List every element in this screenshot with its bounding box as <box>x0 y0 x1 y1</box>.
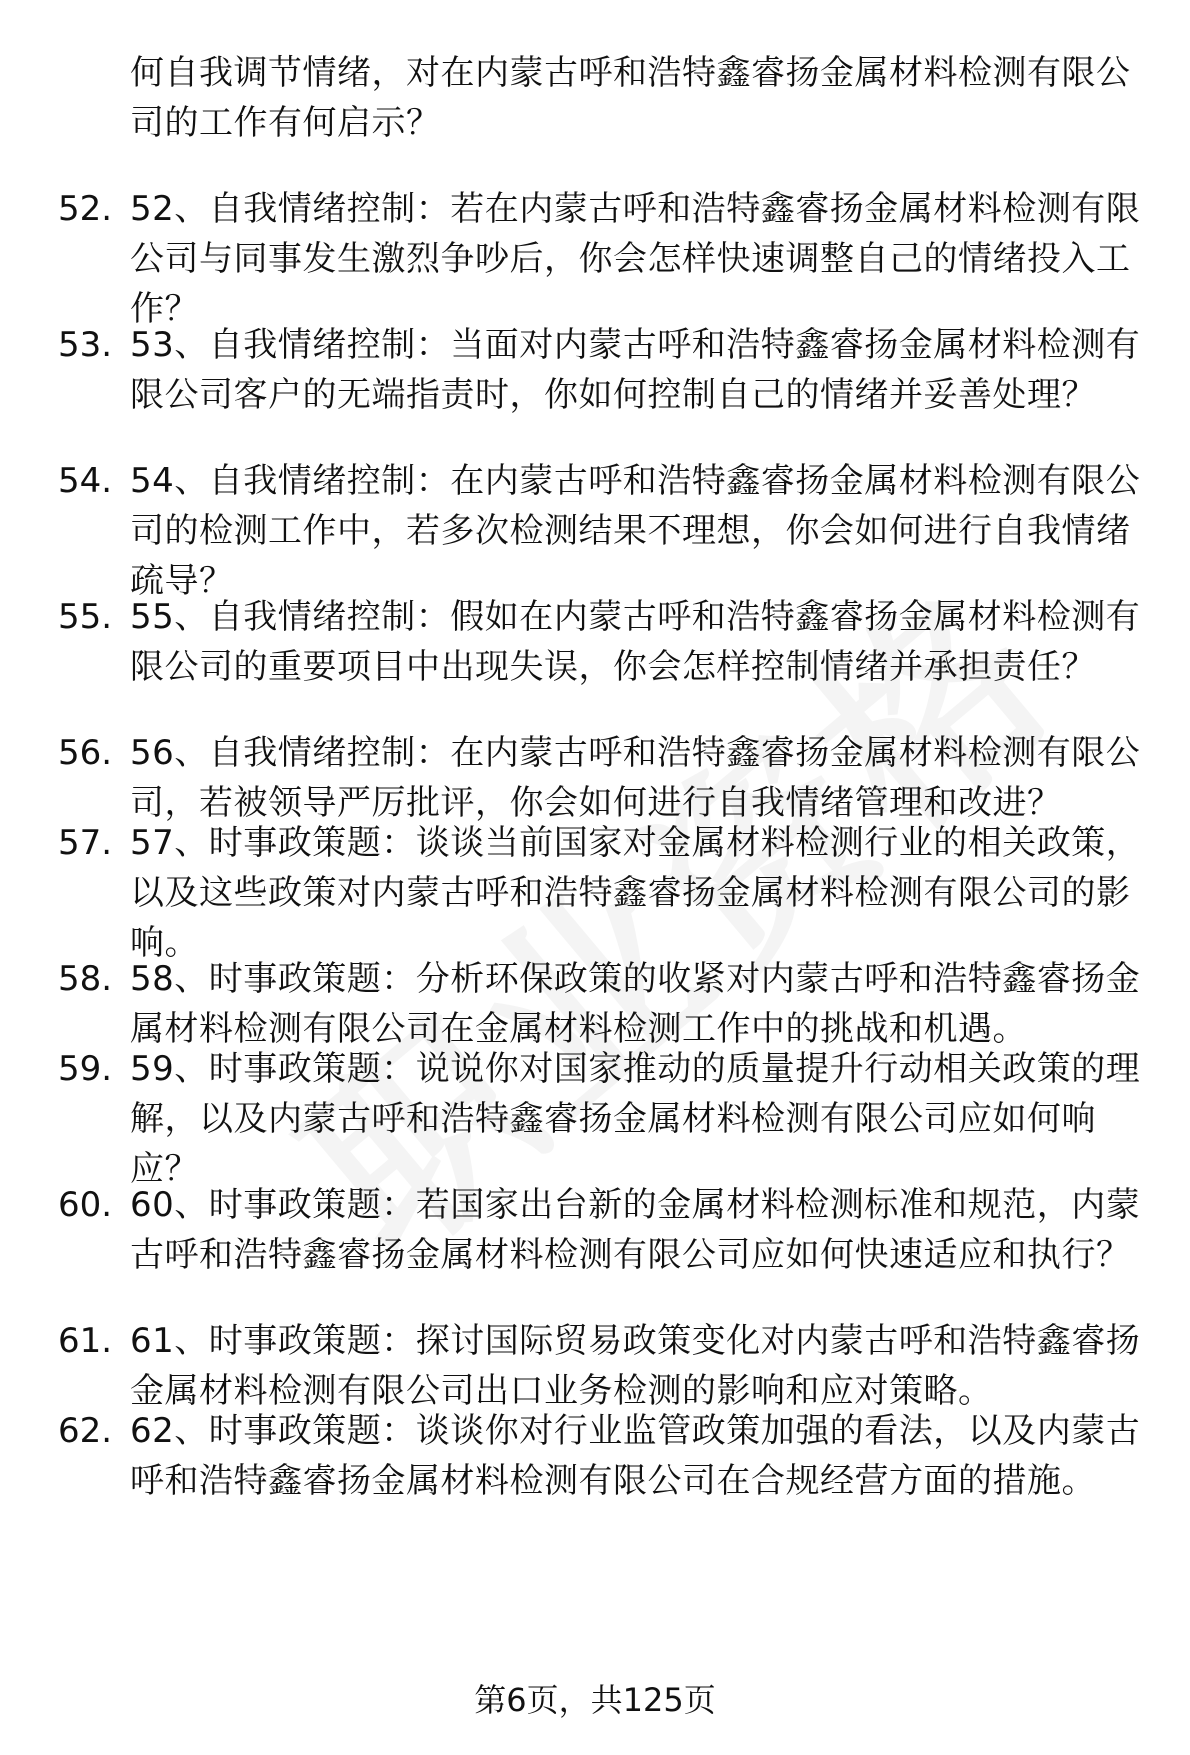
item-number: 57. <box>58 823 113 863</box>
item-number: 54. <box>58 461 113 501</box>
item-text: 59、时事政策题：说说你对国家推动的质量提升行动相关政策的理解，以及内蒙古呼和浩特鑫睿扬金属材料检测有限公司应如何响应？ <box>130 1049 1141 1189</box>
item-text: 57、时事政策题：谈谈当前国家对金属材料检测行业的相关政策，以及这些政策对内蒙古呼和浩特鑫睿扬金属材料检测有限公司的影响。 <box>130 823 1141 963</box>
item-number: 61. <box>58 1321 113 1361</box>
item-text: 58、时事政策题：分析环保政策的收紧对内蒙古呼和浩特鑫睿扬金属材料检测有限公司在金属材料检测工作中的挑战和机遇。 <box>130 959 1141 1049</box>
item-text: 53、自我情绪控制：当面对内蒙古呼和浩特鑫睿扬金属材料检测有限公司客户的无端指责时，你如何控制自己的情绪并妥善处理？ <box>130 325 1141 415</box>
item-number: 56. <box>58 733 113 773</box>
item-number: 52. <box>58 189 113 229</box>
item-text: 62、时事政策题：谈谈你对行业监管政策加强的看法，以及内蒙古呼和浩特鑫睿扬金属材料检测有限公司在合规经营方面的措施。 <box>130 1411 1141 1501</box>
item-text: 52、自我情绪控制：若在内蒙古呼和浩特鑫睿扬金属材料检测有限公司与同事发生激烈争吵后，你会怎样快速调整自己的情绪投入工作？ <box>130 189 1141 329</box>
item-number: 60. <box>58 1185 113 1225</box>
item-text: 55、自我情绪控制：假如在内蒙古呼和浩特鑫睿扬金属材料检测有限公司的重要项目中出现失误，你会怎样控制情绪并承担责任？ <box>130 597 1141 687</box>
item-text: 56、自我情绪控制：在内蒙古呼和浩特鑫睿扬金属材料检测有限公司，若被领导严厉批评，你会如何进行自我情绪管理和改进？ <box>130 733 1141 823</box>
item-number: 55. <box>58 597 113 637</box>
item-number: 59. <box>58 1049 113 1089</box>
item-number: 62. <box>58 1411 113 1451</box>
continued-question-text: 何自我调节情绪，对在内蒙古呼和浩特鑫睿扬金属材料检测有限公司的工作有何启示？ <box>130 53 1131 143</box>
item-text: 54、自我情绪控制：在内蒙古呼和浩特鑫睿扬金属材料检测有限公司的检测工作中，若多次检测结果不理想，你会如何进行自我情绪疏导？ <box>130 461 1141 601</box>
page-number: 第6页，共125页 <box>474 1681 716 1719</box>
item-number: 58. <box>58 959 113 999</box>
item-text: 60、时事政策题：若国家出台新的金属材料检测标准和规范，内蒙古呼和浩特鑫睿扬金属材料检测有限公司应如何快速适应和执行？ <box>130 1185 1141 1275</box>
item-text: 61、时事政策题：探讨国际贸易政策变化对内蒙古呼和浩特鑫睿扬金属材料检测有限公司出口业务检测的影响和应对策略。 <box>130 1321 1141 1411</box>
item-number: 53. <box>58 325 113 365</box>
